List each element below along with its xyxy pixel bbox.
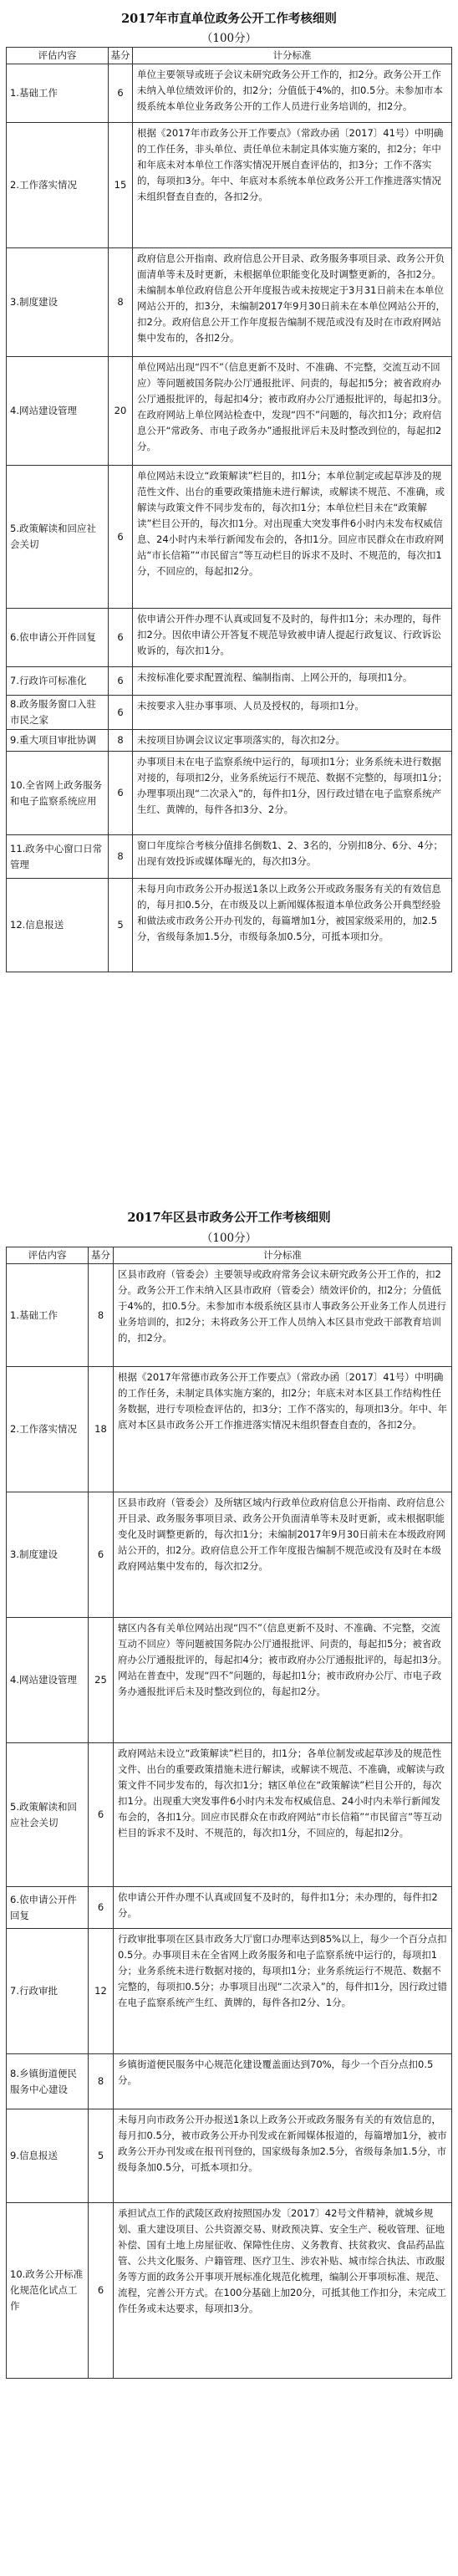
row-item: 6.依申请公开件回复 <box>7 1887 89 1929</box>
row-standard: 区县市政府（管委会）主要领导或政府常务会议未研究政务公开工作的，扣2分。政务公开工作未纳入区县市政府（管委会）绩效评价的，扣2分；分值低于4%的，扣0.5分。未参加市本级系统区县市人事政务公开业务工作人员进行业务培训的，扣2分；未将政务公开工作人员纳入本区县市党政干部教育培训的，扣2分。 <box>114 1264 452 1367</box>
row-standard: 根据《2017年市政务公开工作要点》（常政办函〔2017〕41号）中明确的工作任务，非头单位、责任单位未制定具体实施方案的，扣2分；年中和年底未对本单位工作落实情况开展自查评估的，扣3分；工作不落实的，每项扣3分。年中、年底对本系统本单位政务公开工作推进落实情况未组织督查自查的，各扣2分。 <box>133 123 452 248</box>
row-item: 7.行政许可标准化 <box>7 667 109 696</box>
table-row <box>7 1367 452 1492</box>
table-row <box>7 879 452 972</box>
table-row <box>7 466 452 609</box>
row-item: 12.信息报送 <box>7 879 109 972</box>
row-score: 8 <box>89 2054 114 2109</box>
row-score: 15 <box>109 123 133 248</box>
row-score: 6 <box>89 1492 114 1618</box>
doc2-subtitle: （100分） <box>201 1232 257 1245</box>
header-standard: 计分标准 <box>114 1247 452 1264</box>
row-standard: 未每月向市政务公开办报送1条以上政务公开或政务服务有关的有效信息的，每月扣0.5分，被市政务公开办刊发或在新闻媒体报道的，每篇增加1分，被市政务公开办刊发或在报刊刊登的，国家级每条加2.5分，省级每条加1.5分，市级每条加0.5分，可抵本项扣分。 <box>114 2109 452 2203</box>
row-standard: 未按标准化要求配置流程、编制指南、上网公开的，每项扣1分。 <box>133 667 452 696</box>
row-item: 9.重大项目审批协调 <box>7 730 109 752</box>
row-item: 2.工作落实情况 <box>7 1367 89 1492</box>
table-row <box>7 2203 452 2379</box>
row-standard: 单位主要领导或班子会议未研究政务公开工作的，扣2分。政务公开工作未纳入单位绩效评价的，扣2分；分值低于4%的，扣0.5分。未参加市本级系统本单位业务政务公开的工作人员进行业务培训的，扣2分。 <box>133 64 452 123</box>
row-item: 2.工作落实情况 <box>7 123 109 248</box>
row-standard: 未按项目协调会议议定事项落实的，每次扣2分。 <box>133 730 452 752</box>
row-score: 6 <box>109 64 133 123</box>
row-score: 6 <box>89 2203 114 2379</box>
table-row <box>7 752 452 835</box>
row-standard: 承担试点工作的武陵区政府按照国办发〔2017〕42号文件精神，就城乡规划、重大建设项目、公共资源交易、财政预决算、安全生产、税收管理、征地补偿、国有土地上房屋征收、保障性住房、义务教育、扶贫救灾、食品药品监管、公共文化服务、户籍管理、医疗卫生、涉农补贴、城市综合执法、市政服务等方面的政务公开事项开展标准化规范化梳理，编制公开事项标准、规范、流程，完善公开方式。在100分基础上加20分，可抵其他工作扣分，未完成工作任务或未达要求，每项扣3分。 <box>114 2203 452 2379</box>
table-row <box>7 730 452 752</box>
table-row <box>7 696 452 730</box>
table-row <box>7 2054 452 2109</box>
table-row <box>7 64 452 123</box>
table-header-row <box>7 1247 452 1264</box>
table-row <box>7 1264 452 1367</box>
row-item: 7.行政审批 <box>7 1929 89 2054</box>
row-standard: 区县市政府（管委会）及所辖区域内行政单位政府信息公开指南、政府信息公开目录、政务服务事项目录、政务公开负面清单等未及时更新，或未根据职能变化及时调整更新的，每次扣1分；未编制2017年9月30日前未在本级政府网站公开的，扣2分。政府信息公开工作年度报告编制不规范或没有及时在本级政府网站集中发布的，每次扣2分。 <box>114 1492 452 1618</box>
row-score: 12 <box>89 1929 114 2054</box>
row-score: 18 <box>89 1367 114 1492</box>
row-item: 4.网站建设管理 <box>7 357 109 466</box>
row-score: 6 <box>109 609 133 667</box>
row-item: 5.政策解读和回应社会关切 <box>7 1743 89 1887</box>
row-score: 5 <box>89 2109 114 2203</box>
table-row <box>7 1618 452 1743</box>
table-row <box>7 2109 452 2203</box>
row-score: 8 <box>109 835 133 879</box>
table-row <box>7 357 452 466</box>
row-standard: 单位网站出现“四不”（信息更新不及时、不准确、不完整，交流互动不回应）等问题被国务院办公厅通报批评、问责的，每起扣5分；被省政府办公厅通报批评的，每起扣4分；被市政府办公厅通报批评的，每起扣3分。在政府网站上单位网站检查中，发现“四不”问题的，每次扣1分；政府信息公开“常政务、市电子政务办”通报批评后未及时整改到位的，每起扣2分。 <box>133 357 452 466</box>
row-standard: 行政审批事项在区县市政务大厅窗口办理率达到85%以上，每少一个百分点扣0.5分。办事项目未在全省网上政务服务和电子监察系统中运行的，每项扣1分；业务系统未进行数据对接的，每项扣1分；业务系统运行不规范、数据不完整的，每项扣0.5分；办事项目出现“二次录入”的，每件扣1分，因行政过错在电子监察系统产生红、黄牌的，每件各扣2分、1分。 <box>114 1929 452 2054</box>
doc1-subtitle: （100分） <box>201 32 257 45</box>
row-standard: 政府信息公开指南、政府信息公开目录、政务服务事项目录、政务公开负面清单等未及时更新，未根据单位职能变化及时调整更新的，各扣2分。未编制本单位政府信息公开年度报告或未按规定于3月31日前未在本单位网站公开的，扣3分，未编制2017年9月30日前未在本单位网站公开的，扣2分。政府信息公开工作年度报告编制不规范或没有及时在市政府网站集中发布的，各扣2分。 <box>133 248 452 357</box>
row-standard: 未每月向市政务公开办报送1条以上政务公开或政务服务有关的有效信息的，每月扣0.5分，在市级及以上新闻媒体报道本单位政务公开典型经验和做法或市政务公开办刊发的，每篇增加1分，被国家级采用的，加2.5分，省级每条加1.5分，市级每条加0.5分，可抵本项扣分。 <box>133 879 452 972</box>
row-item: 8.政务服务窗口入驻市民之家 <box>7 696 109 730</box>
table-row <box>7 123 452 248</box>
row-item: 1.基础工作 <box>7 64 109 123</box>
row-item: 11.政务中心窗口日常管理 <box>7 835 109 879</box>
row-standard: 未按要求入驻办事事项、人员及授权的，每项扣1分。 <box>133 696 452 730</box>
row-score: 6 <box>109 667 133 696</box>
row-standard: 依申请公开件办理不认真或回复不及时的，每件扣1分；未办理的，每件扣2分。因依申请公开答复不规范导致被申请人提起行政复议、行政诉讼败诉的，每次扣1分。 <box>133 609 452 667</box>
row-item: 8.乡镇街道便民服务中心建设 <box>7 2054 89 2109</box>
row-standard: 窗口年度综合考核分值排名倒数1、2、3名的，分别扣8分、6分、4分；出现有效投诉或媒体曝光的，每次扣3分。 <box>133 835 452 879</box>
header-score: 基分 <box>109 48 133 64</box>
table-row <box>7 1492 452 1618</box>
row-score: 6 <box>89 1743 114 1887</box>
header-standard: 计分标准 <box>133 48 452 64</box>
row-item: 3.制度建设 <box>7 248 109 357</box>
row-standard: 依申请公开件办理不认真或回复不及时的，每件扣1分；未办理的，每件扣2分。 <box>114 1887 452 1929</box>
table-row <box>7 609 452 667</box>
row-item: 10.全省网上政务服务和电子监察系统应用 <box>7 752 109 835</box>
header-item: 评估内容 <box>7 1247 89 1264</box>
doc1-table <box>6 47 452 972</box>
row-item: 6.依申请公开件回复 <box>7 609 109 667</box>
doc1-title: 2017年市直单位政务公开工作考核细则 <box>121 12 337 26</box>
doc2-title: 2017年区县市政务公开工作考核细则 <box>127 1211 331 1225</box>
row-item: 1.基础工作 <box>7 1264 89 1367</box>
table-row <box>7 248 452 357</box>
doc2-table <box>6 1247 452 2379</box>
row-score: 6 <box>109 466 133 609</box>
table-row <box>7 1743 452 1887</box>
row-standard: 辖区内各有关单位网站出现“四不”（信息更新不及时、不准确、不完整，交流互动不回应）等问题被国务院办公厅通报批评、问责的，每起扣5分；被省政府办公厅通报批评的，每起扣4分；被市政府办公厅通报批评的，每起扣3分。网站在普查中，发现“四不”问题的，每起扣1分；被市政府办公厅、市电子政务办通报批评后未及时整改到位的，每起扣2分。 <box>114 1618 452 1743</box>
row-score: 6 <box>109 752 133 835</box>
row-score: 6 <box>109 696 133 730</box>
row-score: 25 <box>89 1618 114 1743</box>
table-row <box>7 1887 452 1929</box>
row-item: 10.政务公开标准化规范化试点工作 <box>7 2203 89 2379</box>
table-row <box>7 835 452 879</box>
row-standard: 根据《2017年常德市政务公开工作要点》（常政办函〔2017〕41号）中明确的工作任务，未制定具体实施方案的，扣2分；年底未对本区县工作结构性任务数据，进行专项检查评估的，扣3分；工作不落实的，每项扣3分。年中、年底对本区县市政务公开工作推进落实情况未组织督查自查的，各扣2分。 <box>114 1367 452 1492</box>
row-item: 4.网站建设管理 <box>7 1618 89 1743</box>
row-score: 8 <box>109 730 133 752</box>
row-score: 20 <box>109 357 133 466</box>
header-score: 基分 <box>89 1247 114 1264</box>
row-item: 3.制度建设 <box>7 1492 89 1618</box>
row-item: 5.政策解读和回应社会关切 <box>7 466 109 609</box>
row-item: 9.信息报送 <box>7 2109 89 2203</box>
row-standard: 乡镇街道便民服务中心规范化建设覆盖面达到70%，每少一个百分点扣0.5分。 <box>114 2054 452 2109</box>
row-standard: 政府网站未设立“政策解读”栏目的，扣1分；各单位制发或起草涉及的规范性文件、出台的重要政策措施未进行解读，或解读不规范、不准确，或解读与政策文件不同步发布的，每次扣1分；辖区单位在“政策解读”栏目公开的，每次扣1分。出现重大突发事件6小时内未发布权威信息、24小时内未举行新闻发布会的，各扣1分。回应市民群众在市政府网站“市长信箱”“市民留言”等互动栏目的诉求不及时、不规范的，每次扣1分，不回应的，每起扣2分。 <box>114 1743 452 1887</box>
row-standard: 单位网站未设立“政策解读”栏目的，扣1分；本单位制定或起草涉及的规范性文件、出台的重要政策措施未进行解读，或解读不规范、不准确，或解读与政策文件不同步发布的，每次扣1分；本单位栏目未在“政策解读”栏目公开的，每次扣1分。对出现重大突发事件6小时内未发布权威信息、24小时内未举行新闻发布会的，各扣1分。回应市民群众在市政府网站“市长信箱”“市民留言”等互动栏目的诉求不及时、不规范的，每次扣1分，不回应的，每起扣2分。 <box>133 466 452 609</box>
table-row <box>7 1929 452 2054</box>
row-score: 8 <box>109 248 133 357</box>
table-header-row <box>7 48 452 64</box>
row-score: 5 <box>109 879 133 972</box>
header-item: 评估内容 <box>7 48 109 64</box>
row-score: 6 <box>89 1887 114 1929</box>
table-row <box>7 667 452 696</box>
row-score: 8 <box>89 1264 114 1367</box>
row-standard: 办事项目未在电子监察系统中运行的，每项扣1分；业务系统未进行数据对接的，每项扣2分，业务系统运行不规范、数据不完整的，每项扣1分；办理事项出现“二次录入”的，每件扣1分，因行政过错在电子监察系统产生红、黄牌的，每件各扣3分、2分。 <box>133 752 452 835</box>
